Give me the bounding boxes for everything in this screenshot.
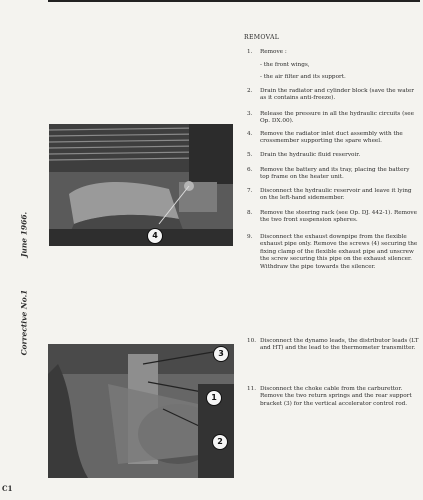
side-date: June 1966. bbox=[19, 211, 29, 258]
exhaust-photo-image bbox=[49, 124, 233, 246]
step-10 bbox=[247, 338, 420, 353]
carburettor-photo bbox=[48, 344, 234, 478]
page-footer-code: C1 bbox=[2, 484, 13, 493]
step-number: 5. bbox=[247, 152, 253, 158]
step-number: 7. bbox=[247, 188, 253, 194]
step-number: 1. bbox=[247, 49, 253, 55]
step-number: 8. bbox=[247, 210, 253, 216]
side-correction: Corrective No.1 bbox=[19, 289, 29, 356]
step-number: 2. bbox=[247, 88, 253, 94]
photo-label-2: 2 bbox=[212, 434, 228, 450]
step-number: 3. bbox=[247, 111, 253, 117]
step-text: Disconnect the hydraulic reservoir and leave it lying on the left-hand sidemember. bbox=[260, 188, 412, 202]
step-8 bbox=[247, 210, 420, 225]
step-11 bbox=[247, 386, 420, 408]
step-text: Drain the radiator and cylinder block (save the water as it contains anti-freeze). bbox=[260, 88, 415, 102]
sub-item-front-wings: - the front wings, bbox=[260, 62, 310, 68]
step-1 bbox=[247, 49, 420, 56]
exhaust-photo bbox=[49, 124, 233, 246]
step-number: 11. bbox=[247, 386, 257, 392]
step-4 bbox=[247, 131, 420, 146]
top-rule bbox=[48, 0, 420, 2]
photo-label-1: 1 bbox=[206, 390, 222, 406]
step-number: 9. bbox=[247, 234, 253, 240]
step-text: Disconnect the choke cable from the carburettor. Remove the two return springs and the rear support bracket (3) for the vertical accelerator control rod. bbox=[260, 386, 412, 407]
section-heading: REMOVAL bbox=[244, 34, 280, 41]
carburettor-photo-image bbox=[48, 344, 234, 478]
step-text: Disconnect the exhaust downpipe from the flexible exhaust pipe only. Remove the screws (4) securing the fixing clamp of the flexible exhaust pipe and unscrew the screw securing this pipe on the exhaust silencer. Withdraw the pipe towards the silencer. bbox=[260, 234, 418, 270]
step-text: Drain the hydraulic fluid reservoir. bbox=[260, 152, 361, 158]
step-text: Remove the steering rack (see Op. DJ. 442-1). Remove the two front suspension spheres. bbox=[260, 210, 417, 224]
step-9 bbox=[247, 234, 420, 271]
step-6 bbox=[247, 167, 420, 182]
photo-label-3: 3 bbox=[213, 346, 229, 362]
step-text: Release the pressure in all the hydraulic circuits (see Op. DX.00). bbox=[260, 111, 414, 125]
step-text: Disconnect the dynamo leads, the distributor leads (LT and HT) and the lead to the thermometer transmitter. bbox=[260, 338, 419, 352]
step-3 bbox=[247, 111, 420, 126]
step-number: 10. bbox=[247, 338, 257, 344]
sub-item-air-filter: - the air filter and its support. bbox=[260, 74, 346, 80]
step-text: Remove the battery and its tray, placing the battery top frame on the heater unit. bbox=[260, 167, 410, 181]
step-number: 6. bbox=[247, 167, 253, 173]
photo-label-4: 4 bbox=[147, 228, 163, 244]
step-5 bbox=[247, 152, 420, 159]
step-text: Remove the radiator inlet duct assembly with the crossmember supporting the spare wheel. bbox=[260, 131, 403, 145]
step-7 bbox=[247, 188, 420, 203]
step-2 bbox=[247, 88, 420, 103]
step-text: Remove : bbox=[260, 49, 287, 55]
step-number: 4. bbox=[247, 131, 253, 137]
